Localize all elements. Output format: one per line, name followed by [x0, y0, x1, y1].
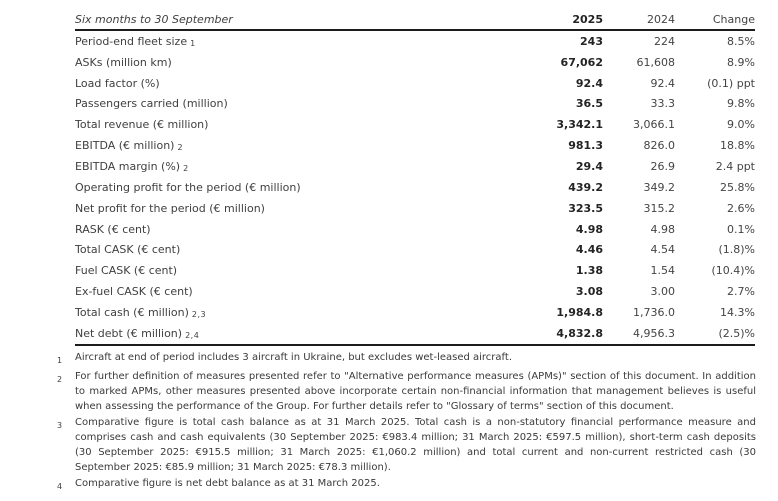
table-row: [75, 114, 755, 135]
value-2025: 36.5: [575, 97, 603, 111]
metric-label: Passengers carried (million): [75, 97, 228, 111]
value-2024: 61,608: [636, 55, 675, 69]
value-change: 2.4 ppt: [715, 159, 755, 173]
metric-label: RASK (€ cent): [75, 222, 151, 236]
footnote-ref: 2: [183, 163, 189, 173]
value-2025: 1.38: [575, 264, 603, 278]
value-2024: 33.3: [650, 97, 675, 111]
value-change: 0.1%: [727, 222, 755, 236]
footnote-text: Aircraft at end of period includes 3 aircraft in Ukraine, but excludes wet-leased aircraft.: [75, 351, 512, 363]
value-2024: 3.00: [650, 285, 675, 299]
metric-label: EBITDA (€ million): [75, 139, 175, 153]
value-change: 8.9%: [727, 55, 755, 69]
value-2025: 323.5: [568, 201, 603, 215]
value-change: 9.0%: [727, 118, 755, 132]
value-change: (10.4)%: [711, 264, 755, 278]
value-change: 2.7%: [727, 285, 755, 299]
metric-label: Ex-fuel CASK (€ cent): [75, 285, 193, 299]
footnote-marker: 2: [57, 374, 63, 384]
table-row: [75, 177, 755, 198]
metric-label: Load factor (%): [75, 76, 160, 90]
metric-label: Net debt (€ million): [75, 326, 183, 340]
metric-label: Period-end fleet size: [75, 34, 188, 48]
table-row: [75, 156, 755, 177]
value-2025: 981.3: [568, 139, 603, 153]
value-2024: 1.54: [650, 264, 675, 278]
value-2025: 4.46: [575, 243, 603, 257]
table-row: [75, 260, 755, 281]
footnote: [57, 476, 756, 494]
column-header-change: Change: [712, 13, 755, 26]
value-2024: 4,956.3: [633, 326, 675, 340]
metric-label: Operating profit for the period (€ million): [75, 180, 301, 194]
value-2025: 92.4: [575, 76, 603, 90]
value-2025: 67,062: [560, 55, 603, 69]
footnote: [57, 369, 756, 414]
footnote-marker: 1: [57, 355, 63, 365]
value-2024: 315.2: [643, 201, 675, 215]
table-row: [75, 198, 755, 219]
financial-summary-table: [75, 10, 755, 346]
value-change: 25.8%: [720, 180, 755, 194]
table-row: [75, 239, 755, 260]
footnote-ref: 1: [190, 38, 196, 48]
metric-label: Fuel CASK (€ cent): [75, 264, 178, 278]
metric-label: Total revenue (€ million): [75, 118, 209, 132]
value-change: 14.3%: [720, 305, 755, 319]
value-2025: 3.08: [575, 285, 603, 299]
value-2024: 826.0: [643, 139, 675, 153]
metric-label: ASKs (million km): [75, 55, 172, 69]
value-2024: 1,736.0: [633, 305, 675, 319]
table-row: [75, 219, 755, 240]
footnote: [57, 415, 756, 475]
metric-label: Net profit for the period (€ million): [75, 201, 265, 215]
value-2025: 243: [580, 34, 603, 48]
table-row: [75, 73, 755, 94]
table-row: [75, 323, 755, 344]
value-2024: 26.9: [650, 159, 675, 173]
value-change: 2.6%: [727, 201, 755, 215]
table-header-row: [75, 10, 755, 31]
table-row: [75, 302, 755, 323]
table-body: [75, 31, 755, 346]
value-2024: 4.98: [650, 222, 675, 236]
footnote: [57, 350, 756, 368]
footnote-marker: 4: [57, 481, 63, 491]
metric-label: EBITDA margin (%): [75, 159, 181, 173]
table-row: [75, 52, 755, 73]
footnote-marker: 3: [57, 420, 63, 430]
metric-label: Total cash (€ million): [75, 305, 189, 319]
value-2024: 3,066.1: [633, 118, 675, 132]
footnote-text: Comparative figure is total cash balance as at 31 March 2025. Total cash is a non-statutory financial performance measure and comprises cash and cash equivalents (30 September 2025: €983.4 million; 31 March 2025: €597.5 million), short-term cash deposits (30 September 2025: €915.5 million; 31 March 2025: €1,060.2 million) and total current and non-current restricted cash (30 September 2025: €85.9 million; 31 March 2025: €78.3 million).: [75, 416, 756, 473]
table-row: [75, 281, 755, 302]
value-change: (0.1) ppt: [707, 76, 755, 90]
column-header-2025: 2025: [572, 13, 603, 26]
value-2025: 4,832.8: [556, 326, 603, 340]
value-change: 9.8%: [727, 97, 755, 111]
value-2024: 92.4: [650, 76, 675, 90]
value-2024: 349.2: [643, 180, 675, 194]
footnote-ref: 2,3: [191, 309, 207, 319]
value-2025: 4.98: [575, 222, 603, 236]
table-row: [75, 94, 755, 115]
value-change: 18.8%: [720, 139, 755, 153]
footnote-text: Comparative figure is net debt balance as at 31 March 2025.: [75, 477, 380, 489]
value-2024: 4.54: [650, 243, 675, 257]
footnote-text: For further definition of measures presented refer to "Alternative performance measures (APMs)" section of this document. In addition to marked APMs, other measures presented above incorporate certain non-financial information that management believes is useful when assessing the performance of the Group. For further details refer to "Glossary of terms" section of this document.: [75, 370, 756, 412]
value-2025: 439.2: [568, 180, 603, 194]
value-2024: 224: [654, 34, 675, 48]
value-2025: 1,984.8: [556, 305, 603, 319]
metric-label: Total CASK (€ cent): [75, 243, 181, 257]
value-2025: 29.4: [575, 159, 603, 173]
period-header-label: Six months to 30 September: [75, 13, 233, 26]
footnotes-section: [57, 350, 756, 494]
footnote-ref: 2: [177, 143, 184, 153]
footnote-ref: 2,4: [185, 330, 200, 340]
value-change: (2.5)%: [718, 326, 755, 340]
value-change: (1.8)%: [718, 243, 755, 257]
column-header-2024: 2024: [647, 13, 675, 26]
value-change: 8.5%: [727, 34, 755, 48]
table-row: [75, 135, 755, 156]
value-2025: 3,342.1: [556, 118, 603, 132]
table-row: [75, 31, 755, 52]
